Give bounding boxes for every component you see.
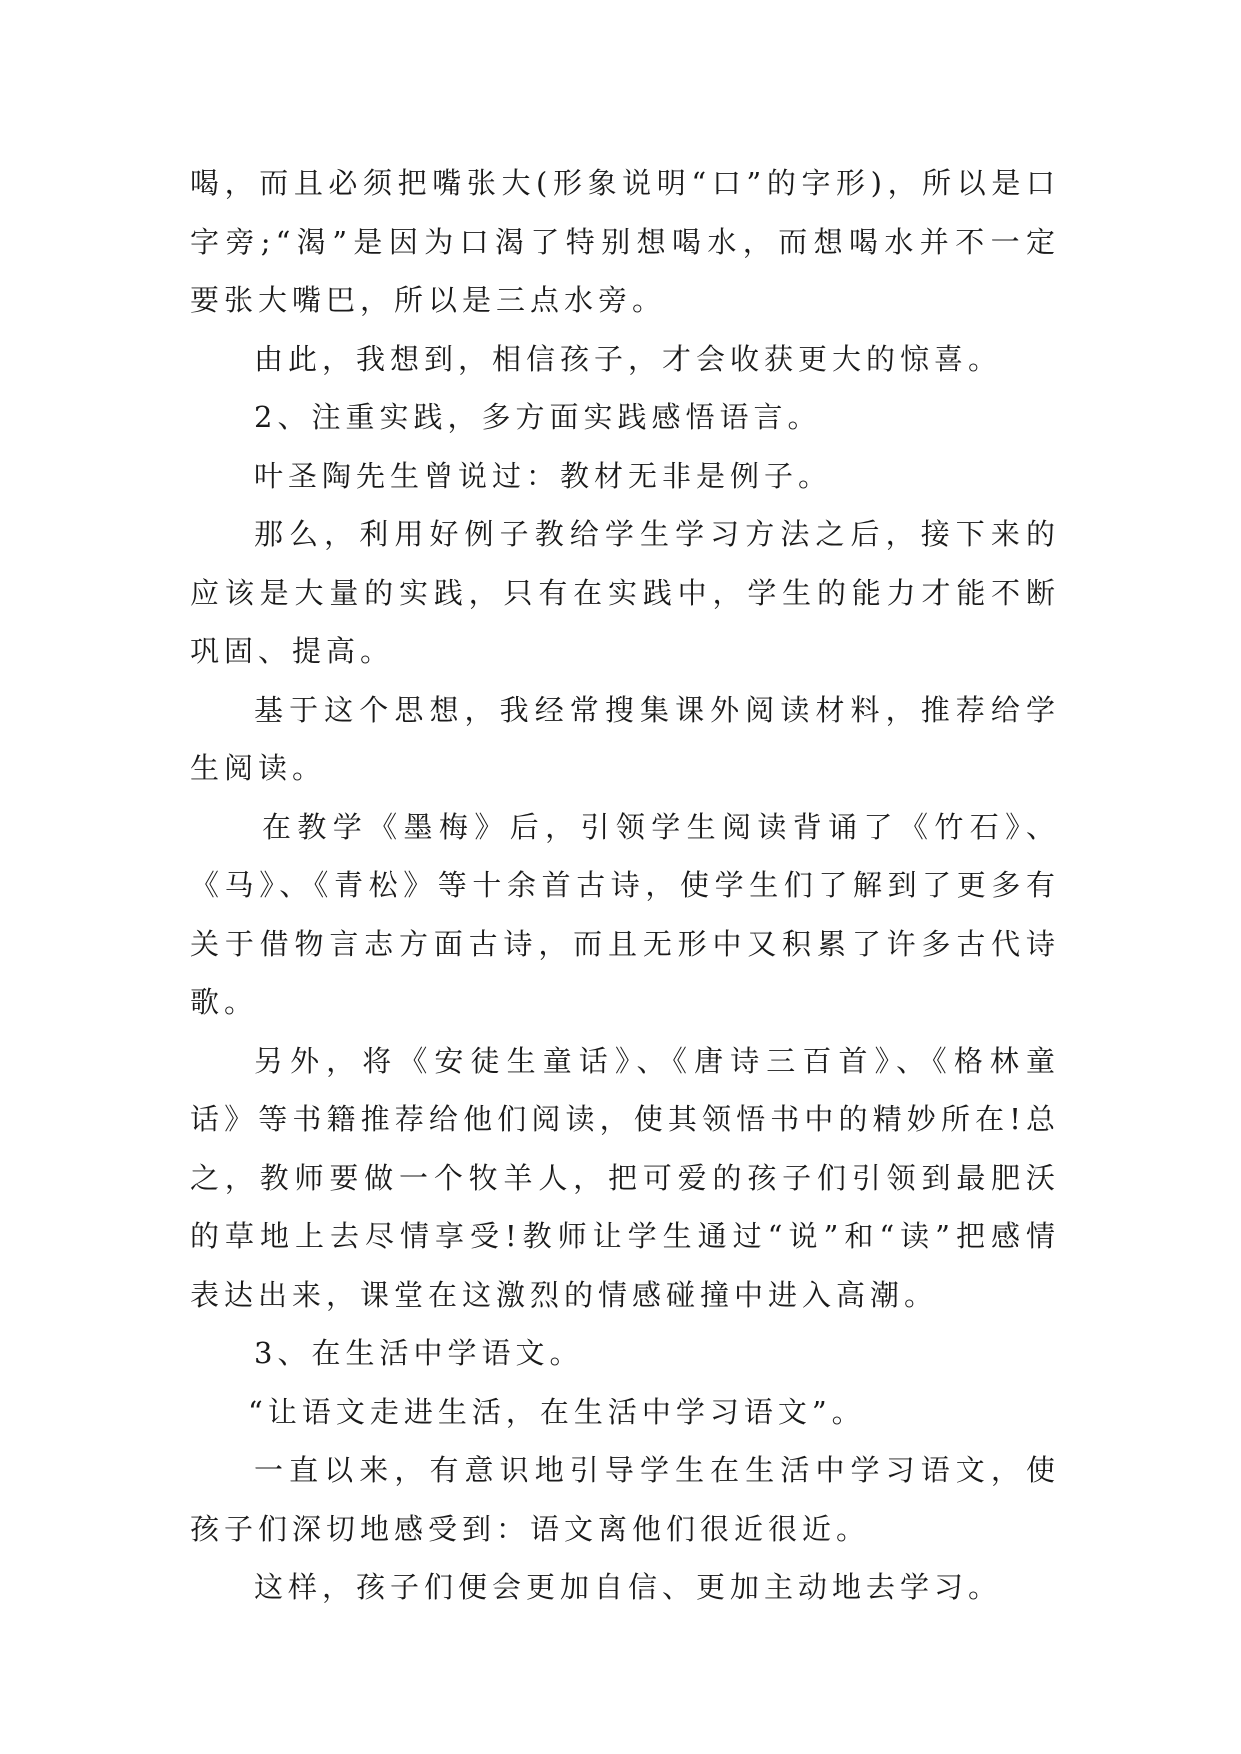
paragraph: 由此，我想到，相信孩子，才会收获更大的惊喜。 <box>254 341 1003 376</box>
paragraph: 基于这个思想，我经常搜集课外阅读材料，推荐给学生阅读。 <box>190 692 1060 785</box>
quote-paragraph: “让语文走进生活，在生活中学习语文”。 <box>248 1394 866 1429</box>
paragraph-continuation: 喝，而且必须把嘴张大(形象说明“口”的字形)，所以是口字旁;“渴”是因为口渴了特别想喝水，而想喝水并不一定要张大嘴巴，所以是三点水旁。 <box>190 166 1060 317</box>
section-heading-3: 3、在生活中学语文。 <box>254 1336 584 1370</box>
paragraph: 这样，孩子们便会更加自信、更加主动地去学习。 <box>254 1570 1003 1604</box>
document-body <box>190 154 1060 1617</box>
section-heading-2: 2、注重实践，多方面实践感悟语言。 <box>254 400 822 434</box>
paragraph: 另外，将《安徒生童话》、《唐诗三百首》、《格林童话》等书籍推荐给他们阅读，使其领悟书中的精妙所在!总之，教师要做一个牧羊人，把可爱的孩子们引领到最肥沃的草地上去尽情享受!教师让学生通过“说”和“读”把感情表达出来，课堂在这激烈的情感碰撞中进入高潮。 <box>190 1043 1060 1312</box>
paragraph: 那么，利用好例子教给学生学习方法之后，接下来的应该是大量的实践，只有在实践中，学生的能力才能不断巩固、提高。 <box>190 517 1060 668</box>
paragraph: 在教学《墨梅》后，引领学生阅读背诵了《竹石》、《马》、《青松》等十余首古诗，使学生们了解到了更多有关于借物言志方面古诗，而且无形中又积累了许多古代诗歌。 <box>190 809 1060 1019</box>
paragraph: 叶圣陶先生曾说过：教材无非是例子。 <box>254 458 833 493</box>
paragraph: 一直以来，有意识地引导学生在生活中学习语文，使孩子们深切地感受到：语文离他们很近很近。 <box>190 1453 1060 1546</box>
